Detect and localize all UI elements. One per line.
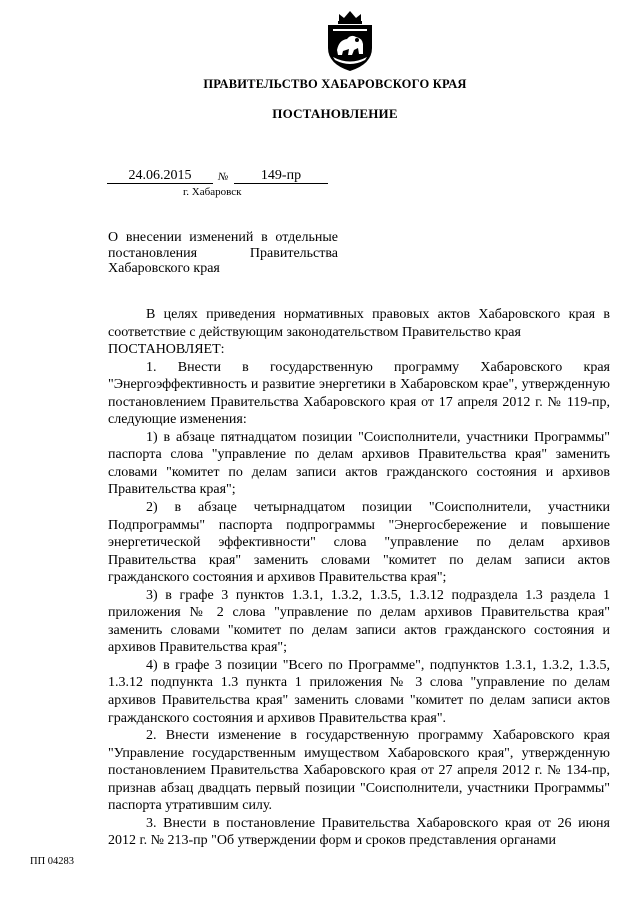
- organization-title: ПРАВИТЕЛЬСТВО ХАБАРОВСКОГО КРАЯ: [203, 77, 467, 91]
- document-number: 149-пр: [234, 168, 328, 184]
- body-paragraph-decree: ПОСТАНОВЛЯЕТ:: [108, 342, 225, 358]
- body-paragraph: 4) в графе 3 позиции "Всего по Программе", подпунктов 1.3.1, 1.3.2, 1.3.5, 1.3.12 подпункта 1.3 пункта 1 приложения № 3 слова "управление по делам архивов Правительства края" заменить словами "комитет по делам записи актов гражданского состояния и архивов Правительства края".: [108, 657, 610, 726]
- number-sign: №: [218, 171, 229, 183]
- document-type-title: ПОСТАНОВЛЕНИЕ: [272, 106, 398, 121]
- document-body: [108, 306, 610, 850]
- document-subject: О внесении изменений в отдельные постановления Правительства Хабаровского края: [108, 230, 338, 276]
- document-date: 24.06.2015: [107, 168, 213, 184]
- body-paragraph: 2) в абзаце четырнадцатом позиции "Соисполнители, участники Подпрограммы" паспорта подпрограммы "Энергосбережение и повышение энергетической эффективности" слова "управление по делам архивов Правительства края" заменить словами "комитет по делам записи актов гражданского состояния и архивов Правительства края";: [108, 500, 610, 586]
- coat-of-arms-icon: [325, 10, 375, 72]
- body-paragraph: 1) в абзаце пятнадцатом позиции "Соисполнители, участники Программы" паспорта слова "управление по делам архивов Правительства края" заменить словами "комитет по делам записи актов гражданского состояния и архивов Правительства края";: [108, 429, 610, 498]
- document-city: г. Хабаровск: [183, 186, 242, 198]
- body-paragraph: 2. Внести изменение в государственную программу Хабаровского края "Управление государственным имуществом Хабаровского края", утвержденную постановлением Правительства Хабаровского края от 27 апреля 2012 г. № 134-пр, признав абзац двадцать первый позиции "Соисполнители, участники Программы" паспорта утратившим силу.: [108, 728, 610, 814]
- body-paragraph: 3. Внести в постановление Правительства Хабаровского края от 26 июня 2012 г. № 213-пр "Об утверждении форм и сроков представления органами: [108, 815, 610, 849]
- body-paragraph: 1. Внести в государственную программу Хабаровского края "Энергоэффективность и развитие энергетики в Хабаровском крае", утвержденную постановлением Правительства Хабаровского края от 17 апреля 2012 г. № 119-пр, следующие изменения:: [108, 359, 610, 428]
- footer-code: ПП 04283: [30, 856, 75, 867]
- body-paragraph: В целях приведения нормативных правовых актов Хабаровского края в соответствие с действующим законодательством Правительство края: [108, 307, 610, 340]
- body-paragraph: 3) в графе 3 пунктов 1.3.1, 1.3.2, 1.3.5, 1.3.12 подраздела 1.3 раздела 1 приложения № 2 слова "управление по делам архивов Правительства края" заменить словами "комитет по делам записи актов гражданского состояния и архивов Правительства края";: [108, 587, 610, 656]
